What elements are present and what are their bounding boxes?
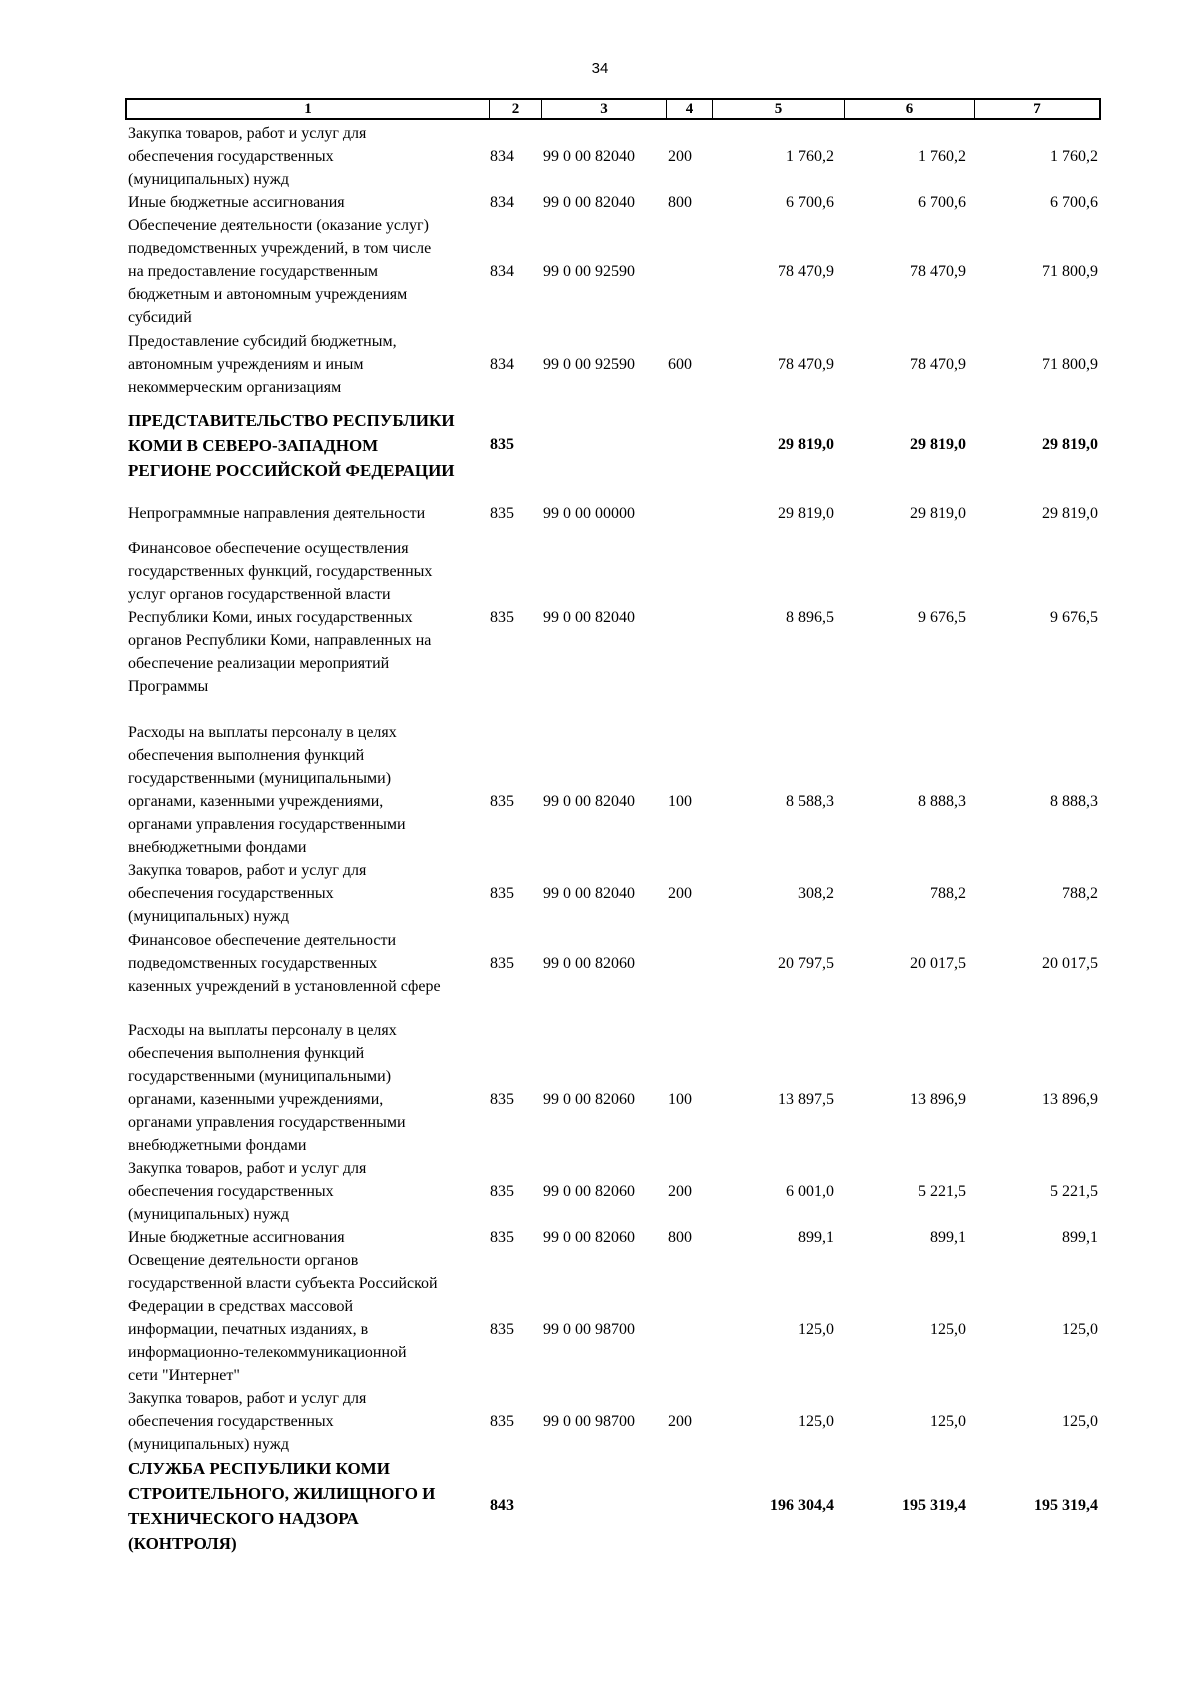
description-line: органами, казенными учреждениями, — [128, 1091, 384, 1108]
row-amount-col5: 308,2 — [798, 885, 834, 902]
row-amount-col5: 125,0 — [798, 1413, 834, 1430]
description-line: органами управления государственными — [128, 1114, 406, 1131]
row-target-code: 99 0 00 82060 — [543, 1091, 635, 1108]
description-line: (муниципальных) нужд — [128, 908, 289, 925]
row-target-code: 99 0 00 98700 — [543, 1321, 635, 1338]
row-amount-col6: 29 819,0 — [910, 505, 966, 522]
description-line: Финансовое обеспечение осуществления — [128, 540, 409, 557]
row-expense-type: 100 — [668, 793, 692, 810]
row-expense-type: 800 — [668, 194, 692, 211]
row-description — [128, 1249, 483, 1387]
description-line: на предоставление государственным — [128, 263, 379, 280]
row-amount-col5: 78 470,9 — [778, 356, 834, 373]
row-amount-col7: 71 800,9 — [1042, 263, 1098, 280]
row-amount-col6: 195 319,4 — [902, 1496, 966, 1514]
description-line: СТРОИТЕЛЬНОГО, ЖИЛИЩНОГО И — [128, 1484, 436, 1503]
description-line: Программы — [128, 678, 209, 695]
description-line: обеспечения выполнения функций — [128, 1045, 365, 1062]
description-line: Закупка товаров, работ и услуг для — [128, 862, 367, 879]
row-target-code: 99 0 00 00000 — [543, 505, 635, 522]
row-description — [128, 1157, 483, 1226]
row-ministry-code: 834 — [490, 263, 514, 280]
row-amount-col7: 899,1 — [1062, 1229, 1098, 1246]
row-description — [128, 721, 483, 859]
description-line: казенных учреждений в установленной сфере — [128, 978, 441, 995]
row-description — [128, 1387, 483, 1456]
description-line: Обеспечение деятельности (оказание услуг) — [128, 217, 429, 234]
row-amount-col7: 29 819,0 — [1042, 505, 1098, 522]
row-amount-col5: 29 819,0 — [778, 505, 834, 522]
row-target-code: 99 0 00 82040 — [543, 885, 635, 902]
row-description — [128, 859, 483, 928]
description-line: услуг органов государственной власти — [128, 586, 391, 603]
row-description — [128, 1456, 483, 1556]
row-amount-col7: 9 676,5 — [1050, 609, 1098, 626]
description-line: государственными (муниципальными) — [128, 770, 392, 787]
description-line: СЛУЖБА РЕСПУБЛИКИ КОМИ — [128, 1459, 390, 1478]
header-col-4: 4 — [667, 100, 713, 118]
row-expense-type: 800 — [668, 1229, 692, 1246]
row-expense-type: 600 — [668, 356, 692, 373]
row-amount-col7: 788,2 — [1062, 885, 1098, 902]
description-line: автономным учреждениям и иным — [128, 356, 364, 373]
row-amount-col7: 125,0 — [1062, 1413, 1098, 1430]
row-amount-col6: 78 470,9 — [910, 263, 966, 280]
description-line: субсидий — [128, 309, 192, 326]
row-description — [128, 214, 483, 329]
row-amount-col5: 29 819,0 — [778, 436, 834, 453]
description-line: Федерации в средствах массовой — [128, 1298, 354, 1315]
row-expense-type: 200 — [668, 148, 692, 165]
row-amount-col5: 20 797,5 — [778, 955, 834, 972]
description-line: (КОНТРОЛЯ) — [128, 1534, 237, 1553]
description-line: органами управления государственными — [128, 816, 406, 833]
row-ministry-code: 835 — [490, 505, 514, 522]
row-amount-col7: 29 819,0 — [1042, 436, 1098, 453]
row-target-code: 99 0 00 92590 — [543, 263, 635, 280]
row-target-code: 99 0 00 82060 — [543, 955, 635, 972]
description-line: Закупка товаров, работ и услуг для — [128, 1160, 367, 1177]
row-amount-col7: 8 888,3 — [1050, 793, 1098, 810]
row-amount-col6: 8 888,3 — [918, 793, 966, 810]
description-line: подведомственных учреждений, в том числе — [128, 240, 432, 257]
description-line: (муниципальных) нужд — [128, 1436, 289, 1453]
row-expense-type: 100 — [668, 1091, 692, 1108]
description-line: внебюджетными фондами — [128, 1137, 307, 1154]
row-ministry-code: 835 — [490, 1091, 514, 1108]
description-line: РЕГИОНЕ РОССИЙСКОЙ ФЕДЕРАЦИИ — [128, 461, 455, 480]
description-line: бюджетным и автономным учреждениям — [128, 286, 408, 303]
description-line: Закупка товаров, работ и услуг для — [128, 125, 367, 142]
row-ministry-code: 835 — [490, 1321, 514, 1338]
description-line: Иные бюджетные ассигнования — [128, 1229, 345, 1246]
row-amount-col7: 125,0 — [1062, 1321, 1098, 1338]
description-line: Иные бюджетные ассигнования — [128, 194, 345, 211]
row-ministry-code: 835 — [490, 955, 514, 972]
description-line: ТЕХНИЧЕСКОГО НАДЗОРА — [128, 1509, 359, 1528]
row-amount-col6: 1 760,2 — [918, 148, 966, 165]
description-line: обеспечения выполнения функций — [128, 747, 365, 764]
row-amount-col7: 71 800,9 — [1042, 356, 1098, 373]
description-line: обеспечения государственных — [128, 148, 334, 165]
row-ministry-code: 835 — [490, 1183, 514, 1200]
row-amount-col7: 5 221,5 — [1050, 1183, 1098, 1200]
row-amount-col5: 125,0 — [798, 1321, 834, 1338]
row-amount-col5: 13 897,5 — [778, 1091, 834, 1108]
description-line: Освещение деятельности органов — [128, 1252, 359, 1269]
row-amount-col6: 788,2 — [930, 885, 966, 902]
header-col-2: 2 — [490, 100, 542, 118]
row-description — [128, 191, 483, 214]
row-description — [128, 502, 483, 525]
row-description — [128, 537, 483, 698]
row-amount-col6: 125,0 — [930, 1321, 966, 1338]
row-target-code: 99 0 00 82060 — [543, 1183, 635, 1200]
description-line: (муниципальных) нужд — [128, 171, 289, 188]
row-amount-col5: 196 304,4 — [770, 1496, 834, 1514]
row-amount-col6: 6 700,6 — [918, 194, 966, 211]
description-line: Предоставление субсидий бюджетным, — [128, 333, 397, 350]
header-col-1: 1 — [127, 100, 490, 118]
row-amount-col5: 899,1 — [798, 1229, 834, 1246]
description-line: ПРЕДСТАВИТЕЛЬСТВО РЕСПУБЛИКИ — [128, 411, 455, 430]
description-line: внебюджетными фондами — [128, 839, 307, 856]
row-ministry-code: 835 — [490, 885, 514, 902]
header-col-5: 5 — [713, 100, 845, 118]
row-amount-col6: 125,0 — [930, 1413, 966, 1430]
row-target-code: 99 0 00 82040 — [543, 148, 635, 165]
description-line: информационно-телекоммуникационной — [128, 1344, 407, 1361]
row-amount-col6: 13 896,9 — [910, 1091, 966, 1108]
row-expense-type: 200 — [668, 1413, 692, 1430]
row-amount-col7: 6 700,6 — [1050, 194, 1098, 211]
row-description — [128, 330, 483, 399]
page-number: 34 — [591, 60, 609, 77]
row-ministry-code: 835 — [490, 609, 514, 626]
row-target-code: 99 0 00 82060 — [543, 1229, 635, 1246]
row-description — [128, 122, 483, 191]
description-line: подведомственных государственных — [128, 955, 378, 972]
row-amount-col5: 6 001,0 — [786, 1183, 834, 1200]
row-amount-col6: 5 221,5 — [918, 1183, 966, 1200]
row-target-code: 99 0 00 82040 — [543, 609, 635, 626]
row-amount-col5: 8 588,3 — [786, 793, 834, 810]
row-expense-type: 200 — [668, 885, 692, 902]
row-target-code: 99 0 00 82040 — [543, 194, 635, 211]
description-line: сети "Интернет" — [128, 1367, 240, 1384]
description-line: Непрограммные направления деятельности — [128, 505, 426, 522]
row-amount-col6: 20 017,5 — [910, 955, 966, 972]
description-line: Расходы на выплаты персоналу в целях — [128, 724, 397, 741]
row-ministry-code: 835 — [490, 1413, 514, 1430]
row-description — [128, 929, 483, 998]
header-col-3: 3 — [542, 100, 667, 118]
row-ministry-code: 834 — [490, 148, 514, 165]
description-line: некоммерческим организациям — [128, 379, 342, 396]
description-line: Финансовое обеспечение деятельности — [128, 932, 397, 949]
row-amount-col7: 13 896,9 — [1042, 1091, 1098, 1108]
row-ministry-code: 835 — [490, 1229, 514, 1246]
row-description — [128, 1226, 483, 1249]
description-line: органами, казенными учреждениями, — [128, 793, 384, 810]
row-amount-col6: 78 470,9 — [910, 356, 966, 373]
description-line: государственной власти субъекта Российской — [128, 1275, 438, 1292]
description-line: (муниципальных) нужд — [128, 1206, 289, 1223]
row-amount-col5: 78 470,9 — [778, 263, 834, 280]
row-target-code: 99 0 00 92590 — [543, 356, 635, 373]
description-line: обеспечения государственных — [128, 885, 334, 902]
description-line: обеспечения государственных — [128, 1183, 334, 1200]
row-description — [128, 408, 483, 483]
row-amount-col5: 1 760,2 — [786, 148, 834, 165]
row-amount-col6: 29 819,0 — [910, 436, 966, 453]
row-ministry-code: 834 — [490, 356, 514, 373]
row-ministry-code: 843 — [490, 1496, 514, 1514]
description-line: КОМИ В СЕВЕРО-ЗАПАДНОМ — [128, 436, 379, 455]
row-description — [128, 1019, 483, 1157]
description-line: Расходы на выплаты персоналу в целях — [128, 1022, 397, 1039]
description-line: государственных функций, государственных — [128, 563, 433, 580]
header-col-6: 6 — [845, 100, 975, 118]
row-amount-col6: 899,1 — [930, 1229, 966, 1246]
row-amount-col5: 6 700,6 — [786, 194, 834, 211]
row-target-code: 99 0 00 82040 — [543, 793, 635, 810]
row-amount-col7: 195 319,4 — [1034, 1496, 1098, 1514]
row-amount-col6: 9 676,5 — [918, 609, 966, 626]
row-amount-col7: 1 760,2 — [1050, 148, 1098, 165]
description-line: Республики Коми, иных государственных — [128, 609, 413, 626]
row-target-code: 99 0 00 98700 — [543, 1413, 635, 1430]
row-ministry-code: 834 — [490, 194, 514, 211]
description-line: обеспечения государственных — [128, 1413, 334, 1430]
description-line: Закупка товаров, работ и услуг для — [128, 1390, 367, 1407]
description-line: обеспечение реализации мероприятий — [128, 655, 390, 672]
row-amount-col5: 8 896,5 — [786, 609, 834, 626]
description-line: информации, печатных изданиях, в — [128, 1321, 369, 1338]
row-ministry-code: 835 — [490, 793, 514, 810]
description-line: органов Республики Коми, направленных на — [128, 632, 432, 649]
description-line: государственными (муниципальными) — [128, 1068, 392, 1085]
row-expense-type: 200 — [668, 1183, 692, 1200]
header-col-7: 7 — [1033, 101, 1041, 117]
row-amount-col7: 20 017,5 — [1042, 955, 1098, 972]
row-ministry-code: 835 — [490, 436, 514, 453]
